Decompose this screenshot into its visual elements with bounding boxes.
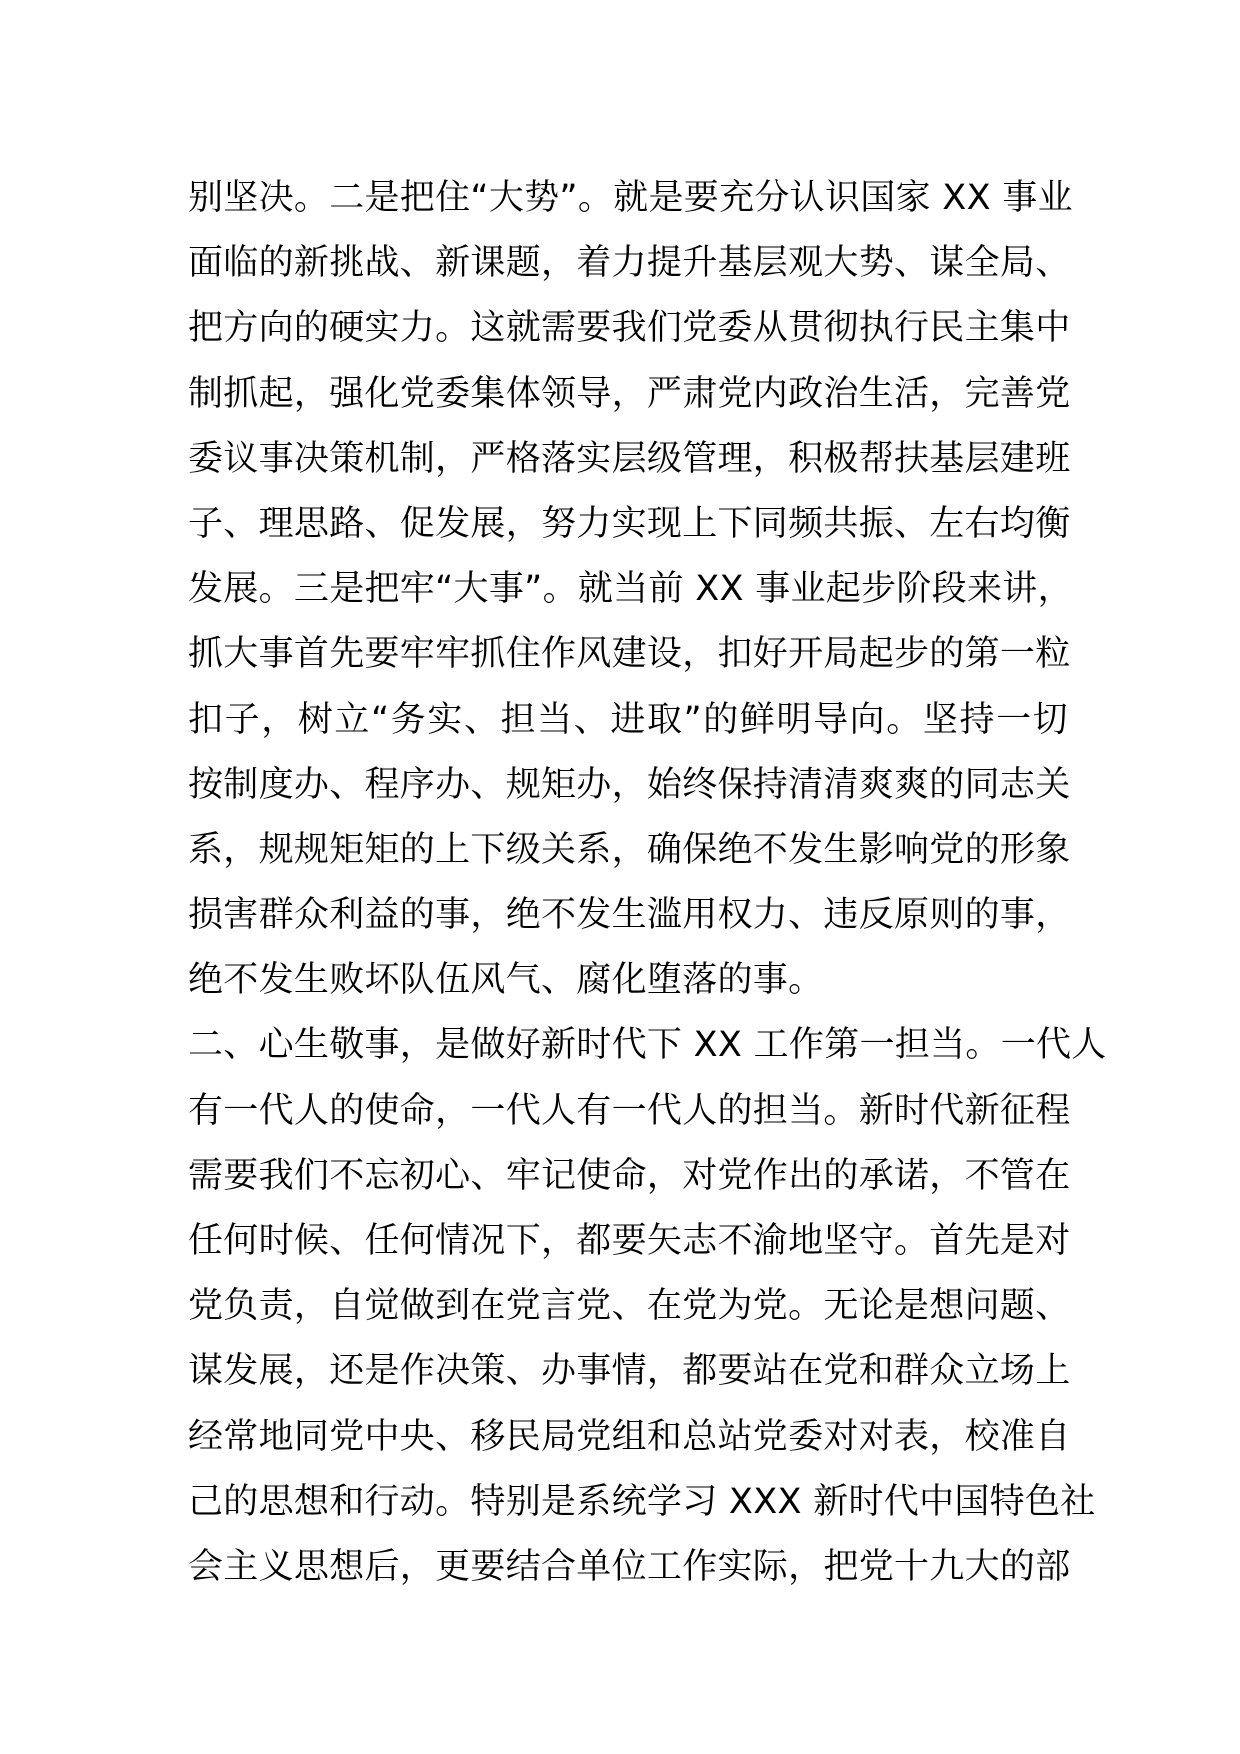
text-line-2: 面临的新挑战、新课题，着力提升基层观大势、谋全局、 xyxy=(188,243,1071,284)
text-line-1: 别坚决。二是把住“大势”。就是要充分认识国家 XX 事业 xyxy=(188,178,1073,218)
text-line-16: 需要我们不忘初心、牢记使命，对党作出的承诺，不管在 xyxy=(188,1155,1071,1196)
text-line-7: 发展。三是把牢“大事”。就当前 XX 事业起步阶段来讲， xyxy=(188,569,1073,610)
text-line-20: 经常地同党中央、移民局党组和总站党委对对表，校准自 xyxy=(188,1416,1071,1457)
text-line-6: 子、理思路、促发展，努力实现上下同频共振、左右均衡 xyxy=(188,503,1071,544)
text-line-22: 会主义思想后，更要结合单位工作实际，把党十九大的部 xyxy=(188,1546,1071,1587)
text-line-17: 任何时候、任何情况下，都要矢志不渝地坚守。首先是对 xyxy=(188,1221,1071,1261)
body-text xyxy=(188,166,1107,1600)
text-line-3: 把方向的硬实力。这就需要我们党委从贯彻执行民主集中 xyxy=(188,308,1071,349)
text-line-10: 按制度办、程序办、规矩办，始终保持清清爽爽的同志关 xyxy=(188,764,1071,805)
text-line-9: 扣子，树立“务实、担当、进取”的鲜明导向。坚持一切 xyxy=(188,699,1068,740)
text-line-5: 委议事决策机制，严格落实层级管理，积极帮扶基层建班 xyxy=(188,438,1071,479)
text-line-12: 损害群众利益的事，绝不发生滥用权力、违反原则的事， xyxy=(188,895,1071,936)
text-line-21: 己的思想和行动。特别是系统学习 XXX 新时代中国特色社 xyxy=(188,1481,1096,1522)
text-line-8: 抓大事首先要牢牢抓住作风建设，扣好开局起步的第一粒 xyxy=(188,634,1071,675)
text-line-15: 有一代人的使命，一代人有一代人的担当。新时代新征程 xyxy=(188,1090,1071,1131)
text-line-14: 二、心生敬事，是做好新时代下 XX 工作第一担当。一代人 xyxy=(188,1025,1107,1066)
text-line-19: 谋发展，还是作决策、办事情，都要站在党和群众立场上 xyxy=(188,1351,1071,1392)
text-line-11: 系，规规矩矩的上下级关系，确保绝不发生影响党的形象 xyxy=(188,829,1071,870)
text-line-4: 制抓起，强化党委集体领导，严肃党内政治生活，完善党 xyxy=(188,373,1071,414)
text-line-18: 党负责，自觉做到在党言党、在党为党。无论是想问题、 xyxy=(188,1286,1071,1327)
text-line-13: 绝不发生败坏队伍风气、腐化堕落的事。 xyxy=(188,960,824,1001)
